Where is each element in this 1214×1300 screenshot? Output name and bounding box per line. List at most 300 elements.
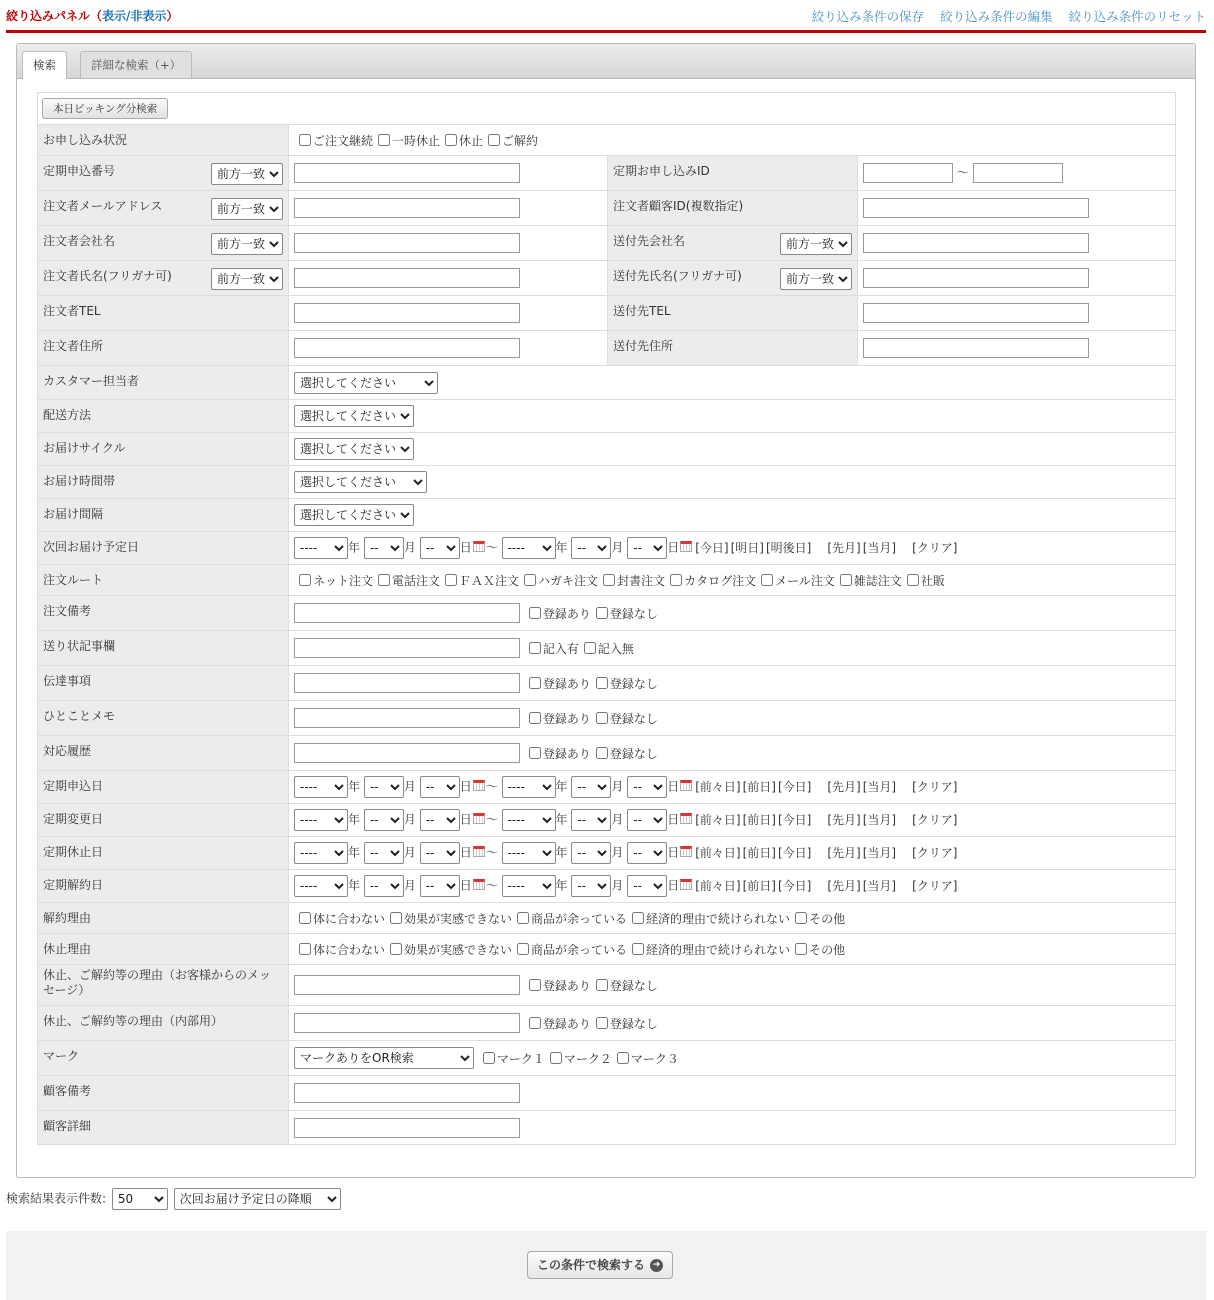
text-opt-a-label: 登録あり — [542, 676, 591, 691]
next-delivery-from-year-select[interactable] — [294, 537, 348, 559]
text-opt-b-2[interactable] — [591, 675, 658, 692]
form-row — [38, 596, 1176, 631]
msg-reason-b-checkbox[interactable] — [596, 979, 608, 991]
match-select-right-3[interactable] — [780, 268, 852, 290]
cancel-reason-option-label: その他 — [809, 911, 846, 926]
date-range-separator: ～ — [485, 812, 498, 827]
field-right-5[interactable] — [863, 338, 1089, 358]
form-row — [38, 1076, 1176, 1111]
mark-checkbox-input[interactable] — [550, 1052, 562, 1064]
date-row-3-from-month-select[interactable] — [364, 875, 404, 897]
msg-reason-opt-a[interactable] — [524, 977, 591, 994]
month-unit: 月 — [403, 812, 416, 827]
route-checkbox-input[interactable] — [603, 574, 615, 586]
select-label-2 — [38, 433, 289, 466]
date-row-0-quick-link[interactable]: [前日] — [742, 779, 776, 794]
tab-advanced-search[interactable]: 詳細な検索（+） — [80, 51, 192, 78]
date-row-1-quick-link[interactable]: [前々日] — [695, 812, 741, 827]
pause-reason-checkbox-input[interactable] — [517, 943, 529, 955]
filter-panel-header — [6, 0, 1206, 33]
day-unit: 日 — [667, 540, 680, 555]
subscription-id-to[interactable] — [973, 163, 1063, 183]
text-opt-b-0[interactable] — [591, 605, 658, 622]
date-row-1-to-year-select[interactable] — [502, 809, 556, 831]
msg-reason-opt-b[interactable] — [591, 977, 658, 994]
text-field-2[interactable] — [294, 673, 520, 693]
footer-bar — [6, 1231, 1206, 1300]
text-opt-b-label: 登録なし — [609, 746, 658, 761]
select-label-0-value — [289, 366, 1176, 400]
date-row-1-to-month-select[interactable] — [571, 809, 611, 831]
text-opt-a-2[interactable] — [524, 675, 591, 692]
internal-reason-opt-b[interactable] — [591, 1015, 658, 1032]
pause-reason-checkbox-input[interactable] — [299, 943, 311, 955]
text-opt-a-label: 登録あり — [542, 711, 591, 726]
route-checkbox-input[interactable] — [840, 574, 852, 586]
year-unit: 年 — [555, 812, 568, 827]
form-row — [38, 565, 1176, 596]
form-row — [38, 736, 1176, 771]
date-row-1-month-link[interactable]: [先月] — [827, 812, 861, 827]
status-checkbox-input[interactable] — [299, 134, 311, 146]
route-checkbox-input[interactable] — [299, 574, 311, 586]
value-left-4 — [289, 296, 608, 331]
tab-search[interactable]: 検索 — [22, 51, 67, 79]
msg-reason-label-text: 休止、ご解約等の理由（お客様からのメッセージ） — [43, 968, 272, 997]
match-select-left-0[interactable] — [211, 163, 283, 185]
field-left-2[interactable] — [294, 233, 520, 253]
customer-detail-label — [38, 1111, 289, 1145]
value-right-0 — [858, 156, 1176, 191]
save-filter-link[interactable]: 絞り込み条件の保存 — [811, 9, 925, 24]
match-select-right-2[interactable] — [780, 233, 852, 255]
toggle-visibility-link[interactable]: 表示/非表示 — [102, 9, 167, 23]
customer-detail-field[interactable] — [294, 1118, 520, 1138]
calendar-icon[interactable] — [680, 846, 692, 857]
form-row — [38, 771, 1176, 804]
date-row-0-to-month-select[interactable] — [571, 776, 611, 798]
date-row-0-quick-link[interactable]: [今日] — [778, 779, 812, 794]
date-row-2-month-link[interactable]: [先月] — [827, 845, 861, 860]
month-unit: 月 — [611, 878, 624, 893]
msg-reason-a-checkbox[interactable] — [529, 979, 541, 991]
internal-reason-label-value — [289, 1006, 1176, 1041]
date-row-1-quick-link[interactable]: [今日] — [778, 812, 812, 827]
date-row-0-clear-link[interactable]: [クリア] — [912, 779, 958, 794]
internal-reason-opt-a[interactable] — [524, 1015, 591, 1032]
label-left-0-text: 定期申込番号 — [43, 164, 116, 178]
route-checkbox-input[interactable] — [524, 574, 536, 586]
form-row — [38, 666, 1176, 701]
select-label-3 — [38, 466, 289, 499]
route-checkbox-6[interactable] — [756, 572, 835, 589]
date-row-2-to-month-select[interactable] — [571, 842, 611, 864]
subscription-id-from[interactable] — [863, 163, 953, 183]
result-count-select[interactable] — [112, 1188, 168, 1210]
date-row-3-clear-link[interactable]: [クリア] — [912, 878, 958, 893]
cancel-reason-label-value — [289, 903, 1176, 934]
date-row-0-quick-link[interactable]: [前々日] — [695, 779, 741, 794]
cancel-reason-checkbox-input[interactable] — [390, 912, 402, 924]
select-label-1-text: 配送方法 — [43, 408, 92, 422]
date-row-2-from-month-select[interactable] — [364, 842, 404, 864]
cancel-reason-option-label: 効果が実感できない — [404, 911, 513, 926]
route-checkbox-2[interactable] — [440, 572, 519, 589]
month-unit: 月 — [403, 845, 416, 860]
next-delivery-to-month-select[interactable] — [571, 537, 611, 559]
text-opt-b-checkbox[interactable] — [596, 677, 608, 689]
value-right-5 — [858, 331, 1176, 366]
msg-reason-label — [38, 965, 289, 1006]
label-right-3-text: 送付先氏名(フリガナ可) — [613, 269, 742, 283]
reset-filter-link[interactable]: 絞り込み条件のリセット — [1068, 9, 1206, 24]
select-label-1 — [38, 400, 289, 433]
text-field-3[interactable] — [294, 708, 520, 728]
next-delivery-quick-link[interactable]: [明日] — [730, 540, 764, 555]
status-checkbox-0[interactable] — [294, 132, 373, 149]
route-checkbox-input[interactable] — [378, 574, 390, 586]
header-links — [800, 7, 1206, 25]
text-opt-a-checkbox[interactable] — [529, 747, 541, 759]
date-row-1-from-year-select[interactable] — [294, 809, 348, 831]
label-right-1 — [608, 191, 858, 226]
next-delivery-from-month-select[interactable] — [364, 537, 404, 559]
select-field-1[interactable] — [294, 405, 414, 427]
date-row-3-from-day-select[interactable] — [420, 875, 460, 897]
cancel-reason-checkbox-2[interactable] — [512, 910, 627, 927]
pause-reason-label-value — [289, 934, 1176, 965]
route-checkbox-3[interactable] — [519, 572, 598, 589]
cancel-reason-checkbox-input[interactable] — [632, 912, 644, 924]
status-checkbox-1[interactable] — [373, 132, 440, 149]
text-field-0[interactable] — [294, 603, 520, 623]
form-row — [38, 400, 1176, 433]
date-row-3-quick-link[interactable]: [前々日] — [695, 878, 741, 893]
text-opt-b-label: 登録なし — [609, 676, 658, 691]
month-unit: 月 — [403, 779, 416, 794]
date-row-0-to-year-select[interactable] — [502, 776, 556, 798]
route-option-label: カタログ注文 — [684, 573, 757, 588]
calendar-icon[interactable] — [680, 813, 692, 824]
label-right-4 — [608, 296, 858, 331]
label-right-0-text: 定期お申し込みID — [613, 164, 710, 178]
route-checkbox-input[interactable] — [907, 574, 919, 586]
route-checkbox-input[interactable] — [761, 574, 773, 586]
date-row-3-to-day-select[interactable] — [627, 875, 667, 897]
date-row-0-from-year-select[interactable] — [294, 776, 348, 798]
mark-mode-select[interactable] — [294, 1047, 474, 1069]
msg-reason-value — [289, 965, 1176, 1006]
mark-option-label: マーク１ — [496, 1051, 545, 1066]
pause-reason-checkbox-input[interactable] — [632, 943, 644, 955]
route-checkbox-7[interactable] — [835, 572, 902, 589]
calendar-icon[interactable] — [680, 879, 692, 890]
date-row-3-to-month-select[interactable] — [571, 875, 611, 897]
select-field-3[interactable] — [294, 471, 427, 493]
status-checkbox-input[interactable] — [378, 134, 390, 146]
route-checkbox-4[interactable] — [598, 572, 665, 589]
mark-checkbox-1[interactable] — [545, 1050, 612, 1067]
pause-reason-checkbox-3[interactable] — [627, 941, 790, 958]
label-left-1 — [38, 191, 289, 226]
date-row-2-clear-link[interactable]: [クリア] — [912, 845, 958, 860]
date-row-3-to-year-select[interactable] — [502, 875, 556, 897]
text-opt-a-checkbox[interactable] — [529, 607, 541, 619]
text-opt-a-1[interactable] — [524, 640, 579, 657]
label-left-2-text: 注文者会社名 — [43, 234, 116, 248]
cancel-reason-checkbox-0[interactable] — [294, 910, 385, 927]
text-opt-b-checkbox[interactable] — [596, 712, 608, 724]
mark-label — [38, 1041, 289, 1076]
label-left-0 — [38, 156, 289, 191]
date-row-2-month-link[interactable]: [当月] — [862, 845, 897, 860]
text-opt-b-checkbox[interactable] — [596, 607, 608, 619]
pause-reason-option-label: 効果が実感できない — [404, 942, 513, 957]
date-row-2-from-day-select[interactable] — [420, 842, 460, 864]
text-opt-a-checkbox[interactable] — [529, 642, 541, 654]
customer-note-label-text: 顧客備考 — [43, 1084, 92, 1098]
form-row — [38, 701, 1176, 736]
mark-label-value — [289, 1041, 1176, 1076]
calendar-icon[interactable] — [473, 541, 485, 552]
toggle-paren-close: ） — [166, 9, 179, 23]
date-row-2-quick-link[interactable]: [前々日] — [695, 845, 741, 860]
text-label-0-value — [289, 596, 1176, 631]
date-label-0 — [38, 771, 289, 804]
date-row-2-quick-link[interactable]: [前日] — [742, 845, 776, 860]
day-unit: 日 — [459, 540, 472, 555]
field-left-3[interactable] — [294, 268, 520, 288]
cancel-reason-checkbox-input[interactable] — [299, 912, 311, 924]
text-opt-b-label: 登録なし — [609, 606, 658, 621]
date-row-0-from-month-select[interactable] — [364, 776, 404, 798]
date-label-0-value — [289, 771, 1176, 804]
next-delivery-to-year-select[interactable] — [502, 537, 556, 559]
calendar-icon[interactable] — [680, 541, 692, 552]
label-left-4 — [38, 296, 289, 331]
text-opt-a-checkbox[interactable] — [529, 677, 541, 689]
field-left-5[interactable] — [294, 338, 520, 358]
date-row-0-from-day-select[interactable] — [420, 776, 460, 798]
internal-reason-b-checkbox[interactable] — [596, 1017, 608, 1029]
field-right-3[interactable] — [863, 268, 1089, 288]
pause-reason-checkbox-1[interactable] — [385, 941, 512, 958]
calendar-icon[interactable] — [473, 846, 485, 857]
route-option-label: 雑誌注文 — [853, 573, 902, 588]
next-delivery-quick-link[interactable]: [今日] — [695, 540, 729, 555]
date-row-1-from-month-select[interactable] — [364, 809, 404, 831]
route-checkbox-input[interactable] — [445, 574, 457, 586]
next-delivery-from-day-select[interactable] — [420, 537, 460, 559]
next-delivery-label-value — [289, 532, 1176, 565]
text-opt-b-3[interactable] — [591, 710, 658, 727]
mark-label-text: マーク — [43, 1049, 80, 1063]
date-row-3-from-year-select[interactable] — [294, 875, 348, 897]
form-row — [38, 191, 1176, 226]
label-left-4-text: 注文者TEL — [43, 304, 101, 318]
route-checkbox-1[interactable] — [373, 572, 440, 589]
form-row — [38, 226, 1176, 261]
field-right-2[interactable] — [863, 233, 1089, 253]
status-option-label: ご注文継続 — [313, 133, 374, 148]
label-left-5-text: 注文者住所 — [43, 339, 104, 353]
mark-checkbox-input[interactable] — [483, 1052, 495, 1064]
text-opt-b-4[interactable] — [591, 745, 658, 762]
text-label-0-text: 注文備考 — [43, 604, 92, 618]
cancel-reason-option-label: 商品が余っている — [531, 911, 628, 926]
status-checkbox-input[interactable] — [445, 134, 457, 146]
text-opt-b-checkbox[interactable] — [596, 747, 608, 759]
match-select-left-2[interactable] — [211, 233, 283, 255]
field-left-0[interactable] — [294, 163, 520, 183]
month-unit: 月 — [611, 845, 624, 860]
calendar-icon[interactable] — [473, 879, 485, 890]
next-delivery-clear-link[interactable]: [クリア] — [912, 540, 958, 555]
mark-checkbox-0[interactable] — [478, 1050, 545, 1067]
value-left-0 — [289, 156, 608, 191]
text-opt-a-3[interactable] — [524, 710, 591, 727]
next-delivery-to-day-select[interactable] — [627, 537, 667, 559]
day-unit: 日 — [459, 812, 472, 827]
date-row-0-to-day-select[interactable] — [627, 776, 667, 798]
text-opt-a-checkbox[interactable] — [529, 712, 541, 724]
day-unit: 日 — [667, 845, 680, 860]
calendar-icon[interactable] — [473, 813, 485, 824]
internal-reason-a-checkbox[interactable] — [529, 1017, 541, 1029]
field-left-4[interactable] — [294, 303, 520, 323]
pause-reason-checkbox-0[interactable] — [294, 941, 385, 958]
year-unit: 年 — [555, 845, 568, 860]
route-option-label: ハガキ注文 — [538, 573, 599, 588]
internal-reason-a-label: 登録あり — [542, 1016, 591, 1031]
text-opt-a-4[interactable] — [524, 745, 591, 762]
result-settings — [6, 1188, 341, 1210]
label-left-1-text: 注文者メールアドレス — [43, 199, 163, 213]
mark-checkbox-input[interactable] — [617, 1052, 629, 1064]
date-row-1-to-day-select[interactable] — [627, 809, 667, 831]
route-label — [38, 565, 289, 596]
text-label-3 — [38, 701, 289, 736]
range-separator: ～ — [956, 165, 969, 180]
select-label-0-text: カスタマー担当者 — [43, 374, 140, 388]
select-field-4[interactable] — [294, 504, 414, 526]
text-field-4[interactable] — [294, 743, 520, 763]
month-unit: 月 — [611, 812, 624, 827]
date-row-3-quick-link[interactable]: [今日] — [778, 878, 812, 893]
date-row-0-month-link[interactable]: [先月] — [827, 779, 861, 794]
calendar-icon[interactable] — [473, 780, 485, 791]
text-label-2-text: 伝達事項 — [43, 674, 92, 688]
pause-reason-checkbox-4[interactable] — [790, 941, 845, 958]
select-field-2[interactable] — [294, 438, 414, 460]
internal-reason-label — [38, 1006, 289, 1041]
internal-reason-field[interactable] — [294, 1013, 520, 1033]
text-opt-b-1[interactable] — [579, 640, 634, 657]
field-right-1[interactable] — [863, 198, 1089, 218]
match-select-left-1[interactable] — [211, 198, 283, 220]
pause-reason-checkbox-2[interactable] — [512, 941, 627, 958]
date-range-separator: ～ — [485, 779, 498, 794]
date-row-3-month-link[interactable]: [当月] — [862, 878, 897, 893]
cancel-reason-option-label: 経済的理由で続けられない — [646, 911, 791, 926]
customer-note-field[interactable] — [294, 1083, 520, 1103]
cancel-reason-checkbox-input[interactable] — [795, 912, 807, 924]
text-label-4-text: 対応履歴 — [43, 744, 92, 758]
date-row-2-from-year-select[interactable] — [294, 842, 348, 864]
status-checkbox-input[interactable] — [488, 134, 500, 146]
select-label-4-value — [289, 499, 1176, 532]
date-range-separator: ～ — [485, 540, 498, 555]
route-checkbox-input[interactable] — [670, 574, 682, 586]
pause-reason-label — [38, 934, 289, 965]
date-row-1-clear-link[interactable]: [クリア] — [912, 812, 958, 827]
route-option-label: 電話注文 — [392, 573, 441, 588]
edit-filter-link[interactable]: 絞り込み条件の編集 — [940, 9, 1053, 24]
cancel-reason-checkbox-4[interactable] — [790, 910, 845, 927]
date-row-2-to-day-select[interactable] — [627, 842, 667, 864]
date-row-3-quick-link[interactable]: [前日] — [742, 878, 776, 893]
route-checkbox-5[interactable] — [665, 572, 756, 589]
date-row-1-month-link[interactable]: [当月] — [862, 812, 897, 827]
date-row-0-month-link[interactable]: [当月] — [862, 779, 897, 794]
next-delivery-month-link[interactable]: [当月] — [862, 540, 897, 555]
text-opt-a-0[interactable] — [524, 605, 591, 622]
date-label-2-value — [289, 837, 1176, 870]
cancel-reason-checkbox-input[interactable] — [517, 912, 529, 924]
year-unit: 年 — [555, 779, 568, 794]
select-field-0[interactable] — [294, 372, 438, 394]
route-checkbox-0[interactable] — [294, 572, 373, 589]
date-row-3-month-link[interactable]: [先月] — [827, 878, 861, 893]
text-field-1[interactable] — [294, 638, 520, 658]
date-row-2-to-year-select[interactable] — [502, 842, 556, 864]
cancel-reason-checkbox-1[interactable] — [385, 910, 512, 927]
field-left-1[interactable] — [294, 198, 520, 218]
form-row — [38, 156, 1176, 191]
mark-option-label: マーク２ — [563, 1051, 612, 1066]
text-opt-a-label: 登録あり — [542, 606, 591, 621]
cancel-reason-checkbox-3[interactable] — [627, 910, 790, 927]
status-checkbox-3[interactable] — [483, 132, 538, 149]
label-right-2 — [608, 226, 858, 261]
sort-order-select[interactable] — [174, 1188, 341, 1210]
search-button[interactable] — [527, 1251, 673, 1279]
route-checkbox-8[interactable] — [902, 572, 945, 589]
next-delivery-quick-link[interactable]: [明後日] — [766, 540, 812, 555]
pause-reason-checkbox-input[interactable] — [795, 943, 807, 955]
calendar-icon[interactable] — [680, 780, 692, 791]
picking-row — [38, 93, 1176, 125]
match-select-left-3[interactable] — [211, 268, 283, 290]
text-opt-b-checkbox[interactable] — [584, 642, 596, 654]
mark-option-label: マーク３ — [630, 1051, 679, 1066]
tab-strip — [17, 44, 1195, 79]
date-row-1-from-day-select[interactable] — [420, 809, 460, 831]
customer-detail-label-text: 顧客詳細 — [43, 1119, 92, 1133]
next-delivery-month-link[interactable]: [先月] — [827, 540, 861, 555]
pause-reason-label-text: 休止理由 — [43, 942, 92, 956]
status-checkbox-2[interactable] — [440, 132, 483, 149]
mark-checkbox-2[interactable] — [612, 1050, 679, 1067]
msg-reason-field[interactable] — [294, 975, 520, 995]
day-unit: 日 — [459, 779, 472, 794]
date-row-1-quick-link[interactable]: [前日] — [742, 812, 776, 827]
pause-reason-checkbox-input[interactable] — [390, 943, 402, 955]
date-row-2-quick-link[interactable]: [今日] — [778, 845, 812, 860]
today-picking-button[interactable]: 本日ピッキング分検索 — [42, 98, 168, 119]
field-right-4[interactable] — [863, 303, 1089, 323]
text-label-1 — [38, 631, 289, 666]
